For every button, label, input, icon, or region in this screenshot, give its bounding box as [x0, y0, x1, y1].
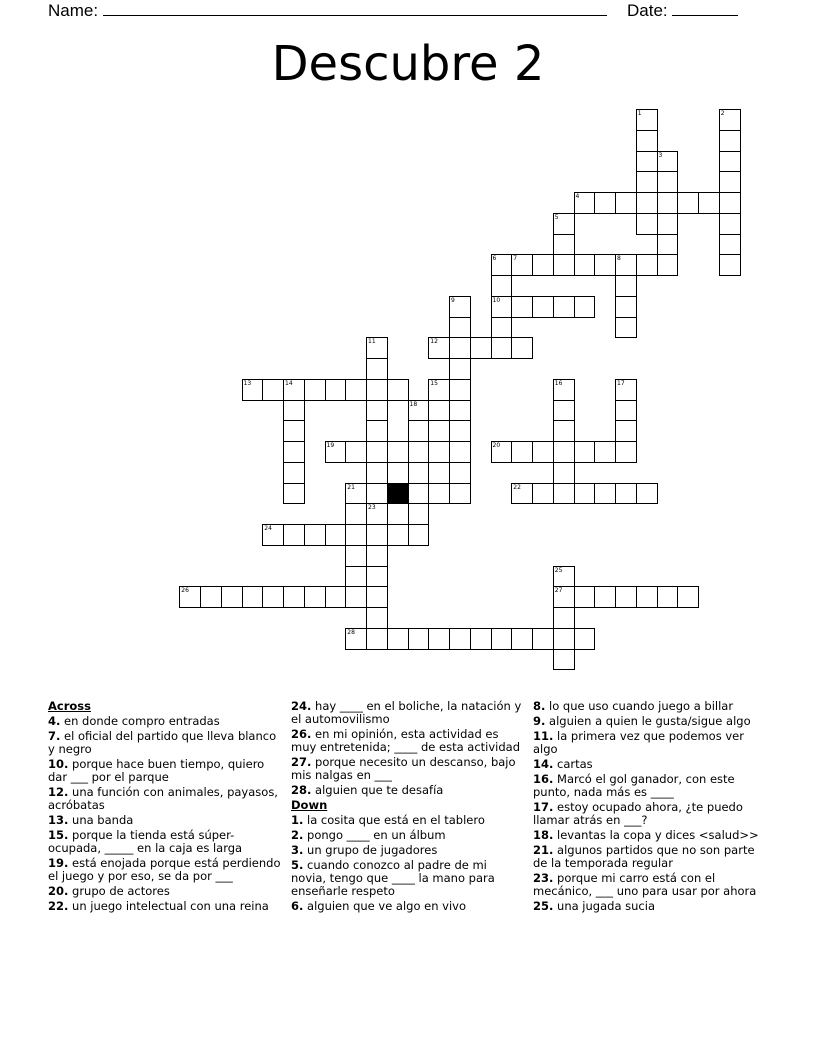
- across-heading: Across: [48, 699, 91, 713]
- clue-item-number: 24.: [291, 699, 312, 713]
- grid-cell[interactable]: [449, 317, 471, 339]
- grid-cell[interactable]: [636, 483, 658, 505]
- clue-number: 5: [554, 213, 559, 221]
- clue-item: [291, 844, 523, 857]
- clue-item-text: estoy ocupado ahora, ¿te puedo llamar atrás en ___?: [533, 800, 743, 827]
- clue-item: [48, 786, 284, 812]
- grid-cell[interactable]: [677, 586, 699, 608]
- grid-cell[interactable]: [283, 586, 305, 608]
- grid-cell[interactable]: [366, 462, 388, 484]
- grid-cell[interactable]: [283, 483, 305, 505]
- clue-item-number: 18.: [533, 828, 554, 842]
- clue-item-text: una función con animales, payasos, acróbatas: [48, 785, 278, 812]
- grid-cell[interactable]: [283, 524, 305, 546]
- grid-cell[interactable]: [428, 420, 450, 442]
- grid-cell[interactable]: [615, 192, 637, 214]
- grid-cell[interactable]: [408, 420, 430, 442]
- grid-cell[interactable]: [553, 254, 575, 276]
- grid-cell[interactable]: [345, 379, 367, 401]
- grid-cell[interactable]: [366, 503, 388, 525]
- clue-column-3: [533, 700, 769, 915]
- grid-cell[interactable]: [511, 337, 533, 359]
- grid-cell[interactable]: [345, 545, 367, 567]
- grid-cell[interactable]: [553, 441, 575, 463]
- across-clue-list: [48, 715, 284, 913]
- grid-cell[interactable]: [636, 254, 658, 276]
- grid-cell[interactable]: [491, 254, 513, 276]
- down-clue-list: [291, 814, 523, 913]
- grid-cell[interactable]: [719, 213, 741, 235]
- clue-item: [533, 758, 769, 771]
- grid-cell[interactable]: [615, 400, 637, 422]
- clue-item-text: un juego intelectual con una reina: [68, 899, 269, 913]
- grid-cell[interactable]: [553, 379, 575, 401]
- clue-item-text: una banda: [68, 813, 134, 827]
- grid-cell[interactable]: [345, 441, 367, 463]
- grid-cell[interactable]: [366, 524, 388, 546]
- grid-cell[interactable]: [491, 275, 513, 297]
- clue-item: [48, 885, 284, 898]
- clue-number: 14: [285, 379, 293, 387]
- clue-item-number: 7.: [48, 729, 61, 743]
- grid-cell[interactable]: [615, 379, 637, 401]
- clue-number: 18: [409, 400, 418, 408]
- clue-item-number: 25.: [533, 899, 554, 913]
- grid-cell[interactable]: [449, 296, 471, 318]
- grid-cell[interactable]: [574, 441, 596, 463]
- grid-cell[interactable]: [657, 234, 679, 256]
- grid-cell[interactable]: [325, 524, 347, 546]
- clue-item-text: alguien a quien le gusta/sigue algo: [545, 714, 751, 728]
- grid-cell[interactable]: [242, 586, 264, 608]
- grid-cell[interactable]: [283, 420, 305, 442]
- clue-item-number: 11.: [533, 729, 554, 743]
- grid-cell[interactable]: [449, 358, 471, 380]
- grid-cell[interactable]: [449, 400, 471, 422]
- clue-item-text: levantas la copa y dices <salud>>: [553, 828, 759, 842]
- grid-cell[interactable]: [262, 586, 284, 608]
- grid-cell[interactable]: [428, 400, 450, 422]
- grid-cell[interactable]: [408, 483, 430, 505]
- grid-cell[interactable]: [345, 483, 367, 505]
- grid-cell[interactable]: [657, 192, 679, 214]
- clue-number: 19: [326, 442, 335, 449]
- grid-cell[interactable]: [719, 234, 741, 256]
- clue-column-1: [48, 700, 284, 915]
- clue-item: [48, 829, 284, 855]
- grid-cell[interactable]: [553, 213, 575, 235]
- grid-cell[interactable]: [553, 462, 575, 484]
- grid-cell[interactable]: [449, 379, 471, 401]
- grid-cell[interactable]: [428, 462, 450, 484]
- clue-number: 13: [243, 379, 252, 387]
- grid-cell[interactable]: [553, 628, 575, 650]
- clue-item-number: 22.: [48, 899, 69, 913]
- clue-item-number: 27.: [291, 755, 312, 769]
- clue-number: 8: [617, 255, 621, 263]
- clue-item-number: 21.: [533, 843, 554, 857]
- grid-cell[interactable]: [574, 192, 596, 214]
- clue-number: 20: [492, 442, 501, 449]
- clue-number: 25: [554, 566, 563, 574]
- grid-cell[interactable]: [594, 586, 616, 608]
- grid-cell[interactable]: [428, 379, 450, 401]
- grid-cell[interactable]: [283, 441, 305, 463]
- clue-item-number: 6.: [291, 899, 304, 913]
- grid-cell[interactable]: [553, 566, 575, 588]
- clue-item-text: porque necesito un descanso, bajo mis nalgas en ___: [291, 755, 516, 782]
- clue-item: [533, 715, 769, 728]
- clue-number: 2: [720, 110, 725, 117]
- clue-item-number: 28.: [291, 783, 312, 797]
- grid-cell[interactable]: [719, 109, 741, 131]
- clue-item-text: la primera vez que podemos ver algo: [533, 729, 744, 756]
- grid-cell[interactable]: [594, 441, 616, 463]
- grid-cell[interactable]: [532, 483, 554, 505]
- grid-cell[interactable]: [553, 296, 575, 318]
- clue-item-text: alguien que te desafía: [311, 783, 444, 797]
- grid-cell[interactable]: [345, 503, 367, 525]
- clue-item-number: 4.: [48, 714, 61, 728]
- clue-item-text: grupo de actores: [68, 884, 170, 898]
- clue-item-text: alguien que ve algo en vivo: [303, 899, 467, 913]
- clue-item-number: 23.: [533, 871, 554, 885]
- grid-cell[interactable]: [719, 151, 741, 173]
- grid-cell[interactable]: [366, 566, 388, 588]
- grid-cell[interactable]: [657, 213, 679, 235]
- grid-cell[interactable]: [408, 462, 430, 484]
- clue-item-text: cartas: [553, 757, 593, 771]
- clue-item-text: un grupo de jugadores: [303, 843, 438, 857]
- name-label: Name:: [48, 1, 99, 20]
- clue-item-text: el oficial del partido que lleva blanco y negro: [48, 729, 277, 756]
- page-title: Descubre 2: [271, 36, 545, 92]
- clue-number: 22: [513, 483, 521, 491]
- grid-cell[interactable]: [366, 586, 388, 608]
- clue-item-number: 14.: [533, 757, 554, 771]
- grid-cell[interactable]: [366, 358, 388, 380]
- grid-cell[interactable]: [636, 171, 658, 193]
- clue-item: [533, 801, 769, 827]
- grid-cell[interactable]: [179, 586, 201, 608]
- clue-item: [48, 857, 284, 883]
- clue-number: 3: [658, 151, 663, 159]
- grid-cell[interactable]: [511, 254, 533, 276]
- clue-number: 21: [347, 483, 355, 491]
- clue-number: 26: [181, 587, 189, 595]
- grid-cell[interactable]: [553, 400, 575, 422]
- clue-item-text: una jugada sucia: [553, 899, 655, 913]
- clue-item: [533, 872, 769, 898]
- grid-cell[interactable]: [511, 628, 533, 650]
- clue-item-text: en mi opinión, esta actividad es muy entretenida; ____ de esta actividad: [291, 727, 521, 754]
- grid-cell[interactable]: [366, 628, 388, 650]
- grid-cell[interactable]: [615, 317, 637, 339]
- grid-cell[interactable]: [387, 628, 409, 650]
- grid-cell[interactable]: [657, 586, 679, 608]
- clue-item-number: 5.: [291, 858, 304, 872]
- date-label: Date:: [627, 1, 668, 20]
- clue-item-number: 15.: [48, 828, 69, 842]
- clue-item-text: lo que uso cuando juego a billar: [545, 699, 734, 713]
- grid-cell[interactable]: [636, 130, 658, 152]
- grid-cell[interactable]: [615, 441, 637, 463]
- clue-number: 28: [347, 628, 355, 636]
- grid-cell[interactable]: [719, 171, 741, 193]
- grid-cell[interactable]: [449, 462, 471, 484]
- across-clue-list-continued: [291, 700, 523, 797]
- grid-cell[interactable]: [615, 420, 637, 442]
- clue-item: [291, 859, 523, 898]
- clue-item: [48, 715, 284, 728]
- clue-item-text: porque mi carro está con el mecánico, ___ uno para usar por ahora: [533, 871, 757, 898]
- clue-number: 12: [430, 338, 438, 346]
- grid-cell[interactable]: [304, 586, 326, 608]
- clue-number: 27: [554, 587, 563, 595]
- clue-number: 17: [617, 379, 625, 387]
- clue-item: [48, 814, 284, 827]
- clue-item: [533, 773, 769, 799]
- grid-cell[interactable]: [262, 379, 284, 401]
- clue-item: [533, 844, 769, 870]
- grid-cell[interactable]: [366, 483, 388, 505]
- clue-item-text: está enojada porque está perdiendo el juego y por eso, se da por ___: [48, 856, 281, 883]
- grid-cell[interactable]: [636, 109, 658, 131]
- clue-item-number: 3.: [291, 843, 304, 857]
- grid-cell[interactable]: [532, 441, 554, 463]
- grid-cell[interactable]: [553, 607, 575, 629]
- clue-number: 10: [492, 296, 501, 304]
- grid-cell[interactable]: [553, 234, 575, 256]
- grid-cell[interactable]: [594, 483, 616, 505]
- black-cell: [387, 483, 409, 505]
- grid-cell[interactable]: [366, 545, 388, 567]
- grid-cell[interactable]: [636, 151, 658, 173]
- clue-number: 23: [368, 504, 376, 512]
- clue-number: 6: [492, 255, 497, 263]
- grid-cell[interactable]: [532, 628, 554, 650]
- clue-number: 15: [430, 379, 438, 387]
- clue-item-number: 12.: [48, 785, 69, 799]
- grid-cell[interactable]: [511, 441, 533, 463]
- grid-cell[interactable]: [594, 254, 616, 276]
- grid-cell[interactable]: [636, 213, 658, 235]
- clue-item: [291, 700, 523, 726]
- clue-item-text: porque hace buen tiempo, quiero dar ___ por el parque: [48, 757, 265, 784]
- grid-cell[interactable]: [345, 586, 367, 608]
- grid-cell[interactable]: [657, 171, 679, 193]
- clue-item-number: 10.: [48, 757, 69, 771]
- grid-cell[interactable]: [657, 254, 679, 276]
- grid-cell[interactable]: [304, 524, 326, 546]
- clue-item-number: 8.: [533, 699, 546, 713]
- grid-cell[interactable]: [366, 379, 388, 401]
- clue-item-number: 13.: [48, 813, 69, 827]
- clue-item-number: 1.: [291, 813, 304, 827]
- clue-number: 4: [575, 193, 580, 200]
- grid-cell[interactable]: [449, 420, 471, 442]
- clue-item: [291, 756, 523, 782]
- grid-cell[interactable]: [532, 254, 554, 276]
- grid-cell[interactable]: [387, 441, 409, 463]
- clue-number: 1: [637, 110, 642, 117]
- clue-item-number: 2.: [291, 828, 304, 842]
- clue-item: [291, 814, 523, 827]
- grid-cell[interactable]: [574, 296, 596, 318]
- grid-cell[interactable]: [428, 337, 450, 359]
- grid-cell[interactable]: [657, 151, 679, 173]
- grid-cell[interactable]: [615, 296, 637, 318]
- clue-item-text: hay ____ en el boliche, la natación y el automovilismo: [291, 699, 522, 726]
- down-clue-list-continued: [533, 700, 769, 913]
- grid-cell[interactable]: [615, 483, 637, 505]
- clue-item: [533, 700, 769, 713]
- grid-cell[interactable]: [615, 275, 637, 297]
- grid-cell[interactable]: [449, 337, 471, 359]
- grid-cell[interactable]: [511, 483, 533, 505]
- grid-cell[interactable]: [574, 628, 596, 650]
- grid-cell[interactable]: [387, 379, 409, 401]
- grid-cell[interactable]: [636, 586, 658, 608]
- down-heading: Down: [291, 798, 328, 812]
- clue-item: [48, 900, 284, 913]
- grid-cell[interactable]: [366, 441, 388, 463]
- clue-item-text: algunos partidos que no son parte de la temporada regular: [533, 843, 755, 870]
- grid-cell[interactable]: [428, 483, 450, 505]
- clue-item: [291, 900, 523, 913]
- grid-cell[interactable]: [719, 130, 741, 152]
- grid-cell[interactable]: [304, 379, 326, 401]
- clue-item: [291, 829, 523, 842]
- grid-cell[interactable]: [677, 192, 699, 214]
- grid-cell[interactable]: [366, 420, 388, 442]
- grid-cell[interactable]: [366, 400, 388, 422]
- clue-item-text: pongo ____ en un álbum: [303, 828, 446, 842]
- grid-cell[interactable]: [366, 337, 388, 359]
- clue-item-number: 9.: [533, 714, 546, 728]
- grid-cell[interactable]: [574, 254, 596, 276]
- grid-cell[interactable]: [200, 586, 222, 608]
- grid-cell[interactable]: [491, 628, 513, 650]
- clue-item: [533, 900, 769, 913]
- clue-item: [48, 758, 284, 784]
- grid-cell[interactable]: [532, 296, 554, 318]
- clue-item-number: 19.: [48, 856, 69, 870]
- grid-cell[interactable]: [325, 586, 347, 608]
- clue-item: [533, 829, 769, 842]
- grid-cell[interactable]: [470, 337, 492, 359]
- grid-cell[interactable]: [491, 337, 513, 359]
- grid-cell[interactable]: [221, 586, 243, 608]
- grid-cell[interactable]: [387, 524, 409, 546]
- grid-cell[interactable]: [553, 483, 575, 505]
- grid-cell[interactable]: [615, 254, 637, 276]
- grid-cell[interactable]: [428, 628, 450, 650]
- grid-cell[interactable]: [408, 524, 430, 546]
- grid-cell[interactable]: [636, 192, 658, 214]
- grid-cell[interactable]: [615, 586, 637, 608]
- grid-cell[interactable]: [449, 628, 471, 650]
- clue-number: 16: [554, 379, 563, 387]
- clue-item-text: cuando conozco al padre de mi novia, tengo que ____ la mano para enseñarle respeto: [291, 858, 495, 898]
- grid-cell[interactable]: [408, 441, 430, 463]
- grid-cell[interactable]: [511, 296, 533, 318]
- grid-cell[interactable]: [325, 379, 347, 401]
- grid-cell[interactable]: [719, 192, 741, 214]
- grid-cell[interactable]: [449, 441, 471, 463]
- grid-cell[interactable]: [408, 400, 430, 422]
- clue-item: [291, 728, 523, 754]
- clue-number: 9: [451, 296, 455, 304]
- clue-item-text: en donde compro entradas: [60, 714, 220, 728]
- grid-cell[interactable]: [345, 628, 367, 650]
- clue-number: 24: [264, 525, 272, 532]
- grid-cell[interactable]: [325, 441, 347, 463]
- grid-cell[interactable]: [428, 441, 450, 463]
- grid-cell[interactable]: [366, 607, 388, 629]
- grid-cell[interactable]: [345, 524, 367, 546]
- grid-cell[interactable]: [283, 379, 305, 401]
- grid-cell[interactable]: [491, 296, 513, 318]
- grid-cell[interactable]: [574, 586, 596, 608]
- clue-item-text: Marcó el gol ganador, con este punto, nada más es ____: [533, 772, 735, 799]
- clue-item-number: 20.: [48, 884, 69, 898]
- clue-column-2: [291, 700, 523, 915]
- clue-number: 11: [368, 338, 376, 346]
- grid-cell[interactable]: [283, 400, 305, 422]
- grid-cell[interactable]: [345, 566, 367, 588]
- clue-item-number: 16.: [533, 772, 554, 786]
- grid-cell[interactable]: [574, 483, 596, 505]
- grid-cell[interactable]: [491, 441, 513, 463]
- clue-item-number: 17.: [533, 800, 554, 814]
- clue-item-number: 26.: [291, 727, 312, 741]
- grid-cell[interactable]: [491, 317, 513, 339]
- grid-cell[interactable]: [553, 649, 575, 671]
- grid-cell[interactable]: [594, 192, 616, 214]
- grid-cell[interactable]: [553, 420, 575, 442]
- grid-cell[interactable]: [242, 379, 264, 401]
- grid-cell[interactable]: [408, 503, 430, 525]
- grid-cell[interactable]: [449, 483, 471, 505]
- clue-item: [291, 784, 523, 797]
- grid-cell[interactable]: [283, 462, 305, 484]
- grid-cell[interactable]: [470, 628, 492, 650]
- grid-cell[interactable]: [719, 254, 741, 276]
- clue-item: [48, 730, 284, 756]
- grid-cell[interactable]: [698, 192, 720, 214]
- grid-cell[interactable]: [553, 586, 575, 608]
- clue-number: 7: [513, 255, 518, 263]
- clue-item-text: porque la tienda está súper-ocupada, _____ en la caja es larga: [48, 828, 243, 855]
- grid-cell[interactable]: [262, 524, 284, 546]
- clue-item: [533, 730, 769, 756]
- clue-item-text: la cosita que está en el tablero: [303, 813, 485, 827]
- grid-cell[interactable]: [408, 628, 430, 650]
